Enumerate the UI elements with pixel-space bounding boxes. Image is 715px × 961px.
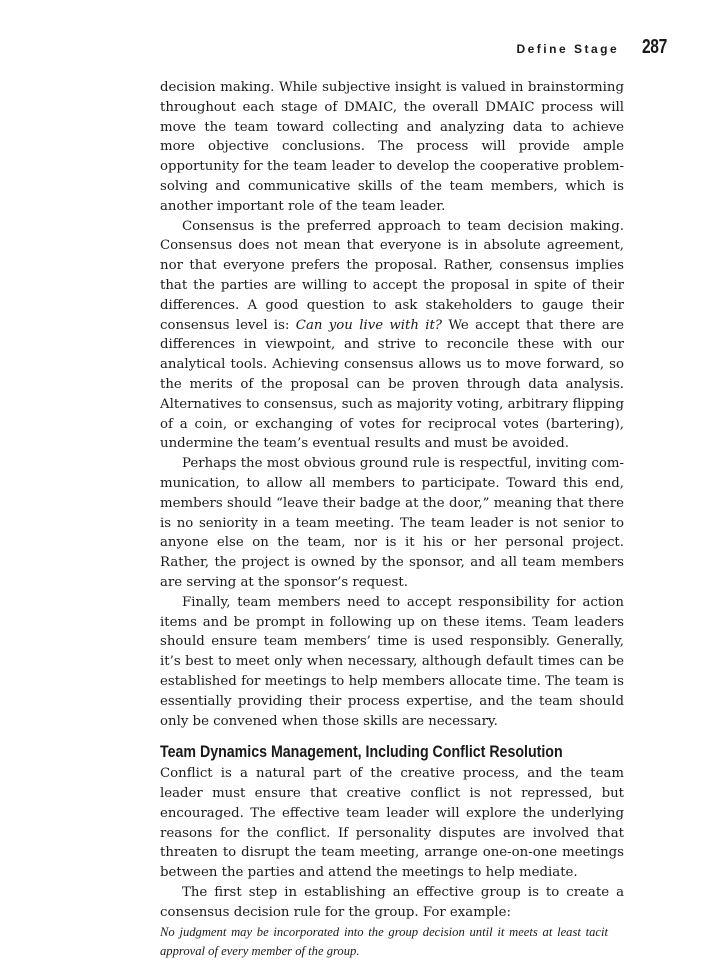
consensus-question: Can you live with it? bbox=[295, 317, 443, 333]
page-body bbox=[160, 78, 624, 961]
section-heading: Team Dynamics Management, Including Conflict Resolution bbox=[160, 743, 563, 762]
paragraph-ground-rule: Perhaps the most obvious ground rule is respectful, inviting communication, to allow all members to participate. Toward this end, members should “leave their badge at the door,” meaning that there is no seniority in a team meeting. The team leader is not senior to anyone else on the team, nor is it his or her personal project. Rather, the project is owned by the sponsor, and all team members are serving at the sponsor’s request. bbox=[160, 456, 624, 590]
running-title: Define Stage bbox=[516, 42, 620, 56]
running-head bbox=[516, 36, 667, 59]
paragraph-consensus bbox=[160, 217, 624, 455]
paragraph-first-step: The first step in establishing an effective group is to create a consensus decision rule for the group. For example: bbox=[160, 885, 624, 920]
paragraph-responsibility: Finally, team members need to accept responsibility for action items and be prompt in following up on these items. Team leaders should ensure team members’ time is used responsibly. Generally, it’s best to meet only when necessary, although default times can be established for meetings to help members allocate time. The team is essentially providing their process expertise, and the team should only be convened when those skills are necessary. bbox=[160, 594, 624, 729]
page-number: 287 bbox=[642, 36, 667, 58]
example-quote: No judgment may be incorporated into the group decision until it meets at least tacit approval of every member of the group. bbox=[160, 924, 608, 958]
consensus-text: Consensus is the preferred approach to team decision making. Consensus does not mean that everyone is in absolute agreement, nor that everyone prefers the proposal. Rather, consensus implies that the parties are willing to accept the proposal in spite of their differences. A good question to ask stakeholders to gauge their consensus level is: bbox=[160, 218, 624, 333]
paragraph-continued: decision making. While subjective insight is valued in brainstorming throughout each stage of DMAIC, the overall DMAIC process will move the team toward collecting and analyzing data to achieve more objective conclusions. The process will provide ample opportunity for the team leader to develop the cooperative problem-solving and communicative skills of the team members, which is another important role of the team leader. bbox=[160, 80, 624, 214]
consensus-text-tail: We accept that there are differences in viewpoint, and strive to reconcile these with our analytical tools. Achieving consensus allows us to move forward, so the merits of the proposal can be proven through data analysis. Alternatives to consensus, such as majority voting, arbitrary flipping of a coin, or exchanging of votes for reciprocal votes (bartering), undermine the team’s eventual results and must be avoided. bbox=[160, 317, 624, 452]
paragraph-conflict: Conflict is a natural part of the creative process, and the team leader must ensure that creative conflict is not repressed, but encouraged. The effective team leader will explore the underlying reasons for the conflict. If personality disputes are involved that threaten to disrupt the team meeting, arrange one-on-one meetings between the parties and attend the meetings to help mediate. bbox=[160, 766, 624, 881]
